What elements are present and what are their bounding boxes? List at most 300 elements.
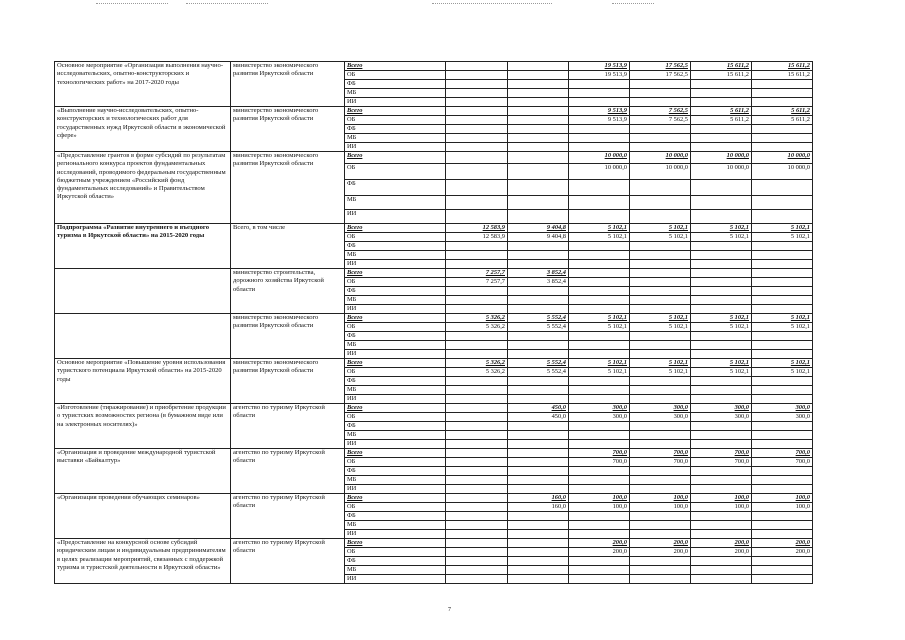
- table-row: [55, 152, 813, 164]
- amount-cell-year-5: [691, 98, 752, 107]
- amount-cell-year-4: [630, 196, 691, 210]
- measure-name-cell: Подпрограмма «Развитие внутреннего и въездного туризма в Иркутской области» на 2015-2020 годы: [55, 224, 231, 269]
- amount-cell-year-5: [691, 350, 752, 359]
- amount-cell-year-4: [630, 269, 691, 278]
- measure-name-cell: Основное мероприятие «Организация выполнения научно-исследовательских, опытно-конструкторских и технологических работ» на 2017-2020 годы: [55, 62, 231, 107]
- amount-cell-year-3: 5 102,1: [569, 224, 630, 233]
- executor-cell: министерство экономического развития Иркутской области: [231, 152, 345, 224]
- amount-cell-year-6: [752, 566, 813, 575]
- amount-cell-year-6: [752, 98, 813, 107]
- funding-source-cell: Всего: [345, 152, 446, 164]
- funding-source-cell: ИИ: [345, 210, 446, 224]
- amount-cell-year-2: [508, 143, 569, 152]
- amount-cell-year-1: [446, 210, 508, 224]
- amount-cell-year-6: [752, 350, 813, 359]
- scan-artifact-line: [186, 3, 268, 4]
- amount-cell-year-1: [446, 458, 508, 467]
- amount-cell-year-5: [691, 196, 752, 210]
- amount-cell-year-1: [446, 89, 508, 98]
- amount-cell-year-2: 3 852,4: [508, 269, 569, 278]
- amount-cell-year-1: [446, 431, 508, 440]
- executor-cell: министерство строительства, дорожного хозяйства Иркутской области: [231, 269, 345, 314]
- amount-cell-year-4: 5 102,1: [630, 314, 691, 323]
- amount-cell-year-6: [752, 431, 813, 440]
- amount-cell-year-1: [446, 152, 508, 164]
- amount-cell-year-5: 5 102,1: [691, 368, 752, 377]
- amount-cell-year-5: [691, 422, 752, 431]
- funding-source-cell: ФБ: [345, 557, 446, 566]
- amount-cell-year-1: [446, 557, 508, 566]
- amount-cell-year-2: [508, 431, 569, 440]
- amount-cell-year-1: 5 326,2: [446, 368, 508, 377]
- amount-cell-year-6: [752, 305, 813, 314]
- amount-cell-year-3: [569, 341, 630, 350]
- funding-source-cell: Всего: [345, 404, 446, 413]
- amount-cell-year-3: [569, 80, 630, 89]
- amount-cell-year-6: [752, 89, 813, 98]
- amount-cell-year-5: [691, 305, 752, 314]
- amount-cell-year-6: 200,0: [752, 539, 813, 548]
- amount-cell-year-6: [752, 395, 813, 404]
- table-row: [55, 359, 813, 368]
- amount-cell-year-2: [508, 341, 569, 350]
- amount-cell-year-5: 5 102,1: [691, 323, 752, 332]
- funding-source-cell: МБ: [345, 341, 446, 350]
- executor-cell: министерство экономического развития Иркутской области: [231, 359, 345, 404]
- amount-cell-year-2: [508, 422, 569, 431]
- amount-cell-year-3: [569, 386, 630, 395]
- executor-cell: агентство по туризму Иркутской области: [231, 449, 345, 494]
- funding-source-cell: ФБ: [345, 242, 446, 251]
- table-row: [55, 494, 813, 503]
- amount-cell-year-2: [508, 350, 569, 359]
- amount-cell-year-4: 10 000,0: [630, 152, 691, 164]
- amount-cell-year-4: 700,0: [630, 458, 691, 467]
- measure-name-cell-empty: [55, 314, 231, 359]
- amount-cell-year-4: 7 562,5: [630, 116, 691, 125]
- amount-cell-year-5: 100,0: [691, 503, 752, 512]
- amount-cell-year-3: 9 513,9: [569, 116, 630, 125]
- amount-cell-year-6: [752, 210, 813, 224]
- amount-cell-year-6: [752, 440, 813, 449]
- amount-cell-year-1: [446, 494, 508, 503]
- amount-cell-year-5: [691, 440, 752, 449]
- amount-cell-year-5: 15 611,2: [691, 71, 752, 80]
- amount-cell-year-5: [691, 575, 752, 584]
- funding-source-cell: ИИ: [345, 530, 446, 539]
- amount-cell-year-3: 5 102,1: [569, 314, 630, 323]
- funding-source-cell: МБ: [345, 251, 446, 260]
- funding-source-cell: ФБ: [345, 512, 446, 521]
- amount-cell-year-4: 10 000,0: [630, 164, 691, 180]
- amount-cell-year-6: 10 000,0: [752, 152, 813, 164]
- amount-cell-year-1: [446, 125, 508, 134]
- amount-cell-year-5: 5 102,1: [691, 233, 752, 242]
- table-row: [55, 539, 813, 548]
- amount-cell-year-5: 5 102,1: [691, 224, 752, 233]
- amount-cell-year-4: [630, 440, 691, 449]
- amount-cell-year-2: 5 552,4: [508, 323, 569, 332]
- amount-cell-year-6: [752, 143, 813, 152]
- amount-cell-year-5: 5 102,1: [691, 359, 752, 368]
- amount-cell-year-6: 5 611,2: [752, 116, 813, 125]
- funding-source-cell: ОБ: [345, 413, 446, 422]
- amount-cell-year-6: [752, 467, 813, 476]
- amount-cell-year-6: 10 000,0: [752, 164, 813, 180]
- amount-cell-year-5: [691, 251, 752, 260]
- amount-cell-year-1: [446, 548, 508, 557]
- amount-cell-year-1: [446, 116, 508, 125]
- amount-cell-year-6: [752, 296, 813, 305]
- amount-cell-year-4: 700,0: [630, 449, 691, 458]
- amount-cell-year-4: [630, 377, 691, 386]
- amount-cell-year-3: [569, 242, 630, 251]
- funding-source-cell: Всего: [345, 449, 446, 458]
- amount-cell-year-5: [691, 485, 752, 494]
- amount-cell-year-4: 7 562,5: [630, 107, 691, 116]
- amount-cell-year-1: [446, 440, 508, 449]
- amount-cell-year-5: [691, 287, 752, 296]
- amount-cell-year-5: [691, 377, 752, 386]
- funding-source-cell: Всего: [345, 107, 446, 116]
- amount-cell-year-1: [446, 512, 508, 521]
- amount-cell-year-5: 300,0: [691, 413, 752, 422]
- amount-cell-year-2: [508, 80, 569, 89]
- amount-cell-year-4: [630, 350, 691, 359]
- funding-source-cell: МБ: [345, 196, 446, 210]
- amount-cell-year-3: [569, 296, 630, 305]
- amount-cell-year-3: 5 102,1: [569, 233, 630, 242]
- funding-source-cell: ОБ: [345, 548, 446, 557]
- measure-name-cell: «Организация и проведение международной туристской выставки «Байкалтур»: [55, 449, 231, 494]
- table-row: [55, 449, 813, 458]
- funding-source-cell: МБ: [345, 386, 446, 395]
- amount-cell-year-1: 12 583,9: [446, 224, 508, 233]
- amount-cell-year-4: 200,0: [630, 548, 691, 557]
- amount-cell-year-6: [752, 476, 813, 485]
- amount-cell-year-4: [630, 485, 691, 494]
- amount-cell-year-2: [508, 125, 569, 134]
- amount-cell-year-6: 300,0: [752, 404, 813, 413]
- funding-source-cell: ИИ: [345, 350, 446, 359]
- amount-cell-year-3: [569, 440, 630, 449]
- amount-cell-year-5: [691, 512, 752, 521]
- funding-source-cell: ФБ: [345, 180, 446, 196]
- budget-table-body: [55, 62, 813, 584]
- amount-cell-year-4: [630, 260, 691, 269]
- amount-cell-year-6: [752, 512, 813, 521]
- amount-cell-year-3: 19 513,9: [569, 71, 630, 80]
- executor-cell: министерство экономического развития Иркутской области: [231, 107, 345, 152]
- funding-source-cell: ИИ: [345, 260, 446, 269]
- amount-cell-year-5: 5 102,1: [691, 314, 752, 323]
- amount-cell-year-4: 5 102,1: [630, 359, 691, 368]
- table-row: [55, 107, 813, 116]
- amount-cell-year-5: [691, 269, 752, 278]
- table-row: [55, 224, 813, 233]
- amount-cell-year-1: [446, 404, 508, 413]
- funding-source-cell: ОБ: [345, 116, 446, 125]
- funding-source-cell: ИИ: [345, 575, 446, 584]
- amount-cell-year-1: [446, 467, 508, 476]
- amount-cell-year-4: [630, 251, 691, 260]
- amount-cell-year-2: [508, 116, 569, 125]
- amount-cell-year-5: [691, 210, 752, 224]
- amount-cell-year-3: 200,0: [569, 539, 630, 548]
- page-number: 7: [448, 607, 451, 613]
- amount-cell-year-6: 5 102,1: [752, 359, 813, 368]
- amount-cell-year-3: [569, 332, 630, 341]
- funding-source-cell: МБ: [345, 476, 446, 485]
- amount-cell-year-2: [508, 134, 569, 143]
- amount-cell-year-4: [630, 431, 691, 440]
- table-row: [55, 269, 813, 278]
- amount-cell-year-3: 100,0: [569, 503, 630, 512]
- funding-source-cell: Всего: [345, 539, 446, 548]
- amount-cell-year-5: [691, 431, 752, 440]
- funding-source-cell: МБ: [345, 89, 446, 98]
- funding-source-cell: ОБ: [345, 278, 446, 287]
- amount-cell-year-1: [446, 80, 508, 89]
- amount-cell-year-2: [508, 449, 569, 458]
- funding-source-cell: Всего: [345, 224, 446, 233]
- amount-cell-year-6: [752, 196, 813, 210]
- funding-source-cell: ИИ: [345, 440, 446, 449]
- amount-cell-year-3: [569, 180, 630, 196]
- amount-cell-year-3: 5 102,1: [569, 368, 630, 377]
- amount-cell-year-3: 100,0: [569, 494, 630, 503]
- funding-source-cell: ОБ: [345, 368, 446, 377]
- amount-cell-year-5: [691, 341, 752, 350]
- amount-cell-year-3: [569, 260, 630, 269]
- amount-cell-year-2: 9 404,8: [508, 224, 569, 233]
- amount-cell-year-4: [630, 530, 691, 539]
- amount-cell-year-2: [508, 548, 569, 557]
- amount-cell-year-1: [446, 196, 508, 210]
- amount-cell-year-2: [508, 98, 569, 107]
- amount-cell-year-1: [446, 377, 508, 386]
- amount-cell-year-3: [569, 566, 630, 575]
- amount-cell-year-6: [752, 260, 813, 269]
- funding-source-cell: МБ: [345, 296, 446, 305]
- amount-cell-year-6: 5 611,2: [752, 107, 813, 116]
- amount-cell-year-5: [691, 125, 752, 134]
- amount-cell-year-3: 10 000,0: [569, 164, 630, 180]
- amount-cell-year-6: 700,0: [752, 449, 813, 458]
- measure-name-cell: «Организация проведения обучающих семинаров»: [55, 494, 231, 539]
- amount-cell-year-3: [569, 134, 630, 143]
- amount-cell-year-4: [630, 242, 691, 251]
- amount-cell-year-5: [691, 530, 752, 539]
- amount-cell-year-6: [752, 251, 813, 260]
- amount-cell-year-2: 5 552,4: [508, 314, 569, 323]
- amount-cell-year-5: [691, 386, 752, 395]
- amount-cell-year-2: [508, 332, 569, 341]
- amount-cell-year-1: [446, 287, 508, 296]
- amount-cell-year-6: 300,0: [752, 413, 813, 422]
- amount-cell-year-3: 700,0: [569, 449, 630, 458]
- table-row: [55, 314, 813, 323]
- amount-cell-year-2: [508, 260, 569, 269]
- measure-name-cell: «Изготовление (тиражирование) и приобретение продукции о туристских возможностях региона (в бумажном виде или на электронных носителях)»: [55, 404, 231, 449]
- amount-cell-year-6: [752, 422, 813, 431]
- amount-cell-year-6: [752, 530, 813, 539]
- amount-cell-year-3: [569, 251, 630, 260]
- amount-cell-year-4: 200,0: [630, 539, 691, 548]
- amount-cell-year-1: [446, 422, 508, 431]
- amount-cell-year-1: [446, 305, 508, 314]
- amount-cell-year-4: 5 102,1: [630, 323, 691, 332]
- amount-cell-year-2: 5 552,4: [508, 359, 569, 368]
- amount-cell-year-3: 19 513,9: [569, 62, 630, 71]
- amount-cell-year-2: 3 852,4: [508, 278, 569, 287]
- amount-cell-year-2: 450,0: [508, 413, 569, 422]
- executor-cell: агентство по туризму Иркутской области: [231, 539, 345, 584]
- amount-cell-year-2: [508, 152, 569, 164]
- amount-cell-year-5: [691, 296, 752, 305]
- amount-cell-year-2: 160,0: [508, 503, 569, 512]
- funding-source-cell: Всего: [345, 62, 446, 71]
- executor-cell: Всего, в том числе: [231, 224, 345, 269]
- amount-cell-year-4: 5 102,1: [630, 368, 691, 377]
- amount-cell-year-3: [569, 350, 630, 359]
- amount-cell-year-3: [569, 143, 630, 152]
- amount-cell-year-6: [752, 287, 813, 296]
- amount-cell-year-3: 200,0: [569, 548, 630, 557]
- amount-cell-year-2: [508, 296, 569, 305]
- amount-cell-year-6: 5 102,1: [752, 368, 813, 377]
- amount-cell-year-3: [569, 467, 630, 476]
- funding-source-cell: ФБ: [345, 125, 446, 134]
- amount-cell-year-4: [630, 278, 691, 287]
- scan-artifact-line: [432, 3, 552, 4]
- amount-cell-year-3: 10 000,0: [569, 152, 630, 164]
- amount-cell-year-6: 5 102,1: [752, 233, 813, 242]
- amount-cell-year-3: 300,0: [569, 404, 630, 413]
- amount-cell-year-2: [508, 530, 569, 539]
- amount-cell-year-5: [691, 89, 752, 98]
- funding-source-cell: Всего: [345, 269, 446, 278]
- amount-cell-year-2: [508, 386, 569, 395]
- amount-cell-year-3: [569, 278, 630, 287]
- amount-cell-year-4: [630, 80, 691, 89]
- amount-cell-year-3: [569, 287, 630, 296]
- amount-cell-year-2: [508, 440, 569, 449]
- funding-source-cell: Всего: [345, 314, 446, 323]
- funding-source-cell: ИИ: [345, 143, 446, 152]
- amount-cell-year-1: [446, 485, 508, 494]
- amount-cell-year-2: 5 552,4: [508, 368, 569, 377]
- funding-source-cell: ОБ: [345, 71, 446, 80]
- funding-source-cell: ФБ: [345, 332, 446, 341]
- funding-source-cell: ИИ: [345, 98, 446, 107]
- amount-cell-year-5: 300,0: [691, 404, 752, 413]
- amount-cell-year-1: [446, 134, 508, 143]
- amount-cell-year-4: 300,0: [630, 413, 691, 422]
- amount-cell-year-2: [508, 305, 569, 314]
- amount-cell-year-2: [508, 62, 569, 71]
- amount-cell-year-6: 200,0: [752, 548, 813, 557]
- amount-cell-year-1: [446, 521, 508, 530]
- funding-source-cell: ФБ: [345, 377, 446, 386]
- funding-source-cell: Всего: [345, 494, 446, 503]
- amount-cell-year-1: [446, 62, 508, 71]
- amount-cell-year-5: [691, 134, 752, 143]
- funding-source-cell: ФБ: [345, 80, 446, 89]
- amount-cell-year-3: [569, 485, 630, 494]
- funding-source-cell: ИИ: [345, 305, 446, 314]
- amount-cell-year-6: [752, 125, 813, 134]
- amount-cell-year-1: [446, 575, 508, 584]
- amount-cell-year-3: [569, 125, 630, 134]
- amount-cell-year-3: 700,0: [569, 458, 630, 467]
- amount-cell-year-4: [630, 422, 691, 431]
- amount-cell-year-2: [508, 485, 569, 494]
- amount-cell-year-2: [508, 71, 569, 80]
- amount-cell-year-1: [446, 296, 508, 305]
- amount-cell-year-3: [569, 377, 630, 386]
- amount-cell-year-6: [752, 332, 813, 341]
- amount-cell-year-6: [752, 485, 813, 494]
- amount-cell-year-3: 5 102,1: [569, 323, 630, 332]
- amount-cell-year-4: [630, 476, 691, 485]
- amount-cell-year-5: 10 000,0: [691, 152, 752, 164]
- amount-cell-year-5: 700,0: [691, 458, 752, 467]
- measure-name-cell: «Предоставление на конкурсной основе субсидий юридическим лицам и индивидуальным предпринимателям в целях реализации мероприятий, связанных с поддержкой туризма и туристской деятельности в Иркутской области»: [55, 539, 231, 584]
- amount-cell-year-1: [446, 449, 508, 458]
- measure-name-cell: «Выполнение научно-исследовательских, опытно-конструкторских и технологических работ для государственных нужд Иркутской области в экономической сфере»: [55, 107, 231, 152]
- amount-cell-year-4: [630, 575, 691, 584]
- amount-cell-year-1: [446, 107, 508, 116]
- amount-cell-year-2: [508, 287, 569, 296]
- amount-cell-year-3: 9 513,9: [569, 107, 630, 116]
- amount-cell-year-6: [752, 341, 813, 350]
- amount-cell-year-1: [446, 71, 508, 80]
- amount-cell-year-5: [691, 260, 752, 269]
- amount-cell-year-4: [630, 566, 691, 575]
- amount-cell-year-1: [446, 341, 508, 350]
- amount-cell-year-6: [752, 377, 813, 386]
- amount-cell-year-5: 5 611,2: [691, 116, 752, 125]
- amount-cell-year-2: [508, 210, 569, 224]
- amount-cell-year-1: [446, 251, 508, 260]
- budget-table: [54, 61, 813, 584]
- amount-cell-year-4: [630, 210, 691, 224]
- amount-cell-year-6: 5 102,1: [752, 314, 813, 323]
- amount-cell-year-2: [508, 539, 569, 548]
- amount-cell-year-6: 5 102,1: [752, 323, 813, 332]
- amount-cell-year-3: [569, 431, 630, 440]
- amount-cell-year-2: [508, 467, 569, 476]
- amount-cell-year-3: [569, 196, 630, 210]
- measure-name-cell-empty: [55, 269, 231, 314]
- amount-cell-year-3: 5 102,1: [569, 359, 630, 368]
- amount-cell-year-5: 200,0: [691, 539, 752, 548]
- amount-cell-year-5: [691, 521, 752, 530]
- amount-cell-year-2: [508, 251, 569, 260]
- funding-source-cell: ФБ: [345, 467, 446, 476]
- amount-cell-year-5: 5 611,2: [691, 107, 752, 116]
- amount-cell-year-2: [508, 107, 569, 116]
- amount-cell-year-1: [446, 539, 508, 548]
- amount-cell-year-3: [569, 395, 630, 404]
- amount-cell-year-4: [630, 512, 691, 521]
- funding-source-cell: Всего: [345, 359, 446, 368]
- table-row: [55, 62, 813, 71]
- amount-cell-year-1: 5 326,2: [446, 359, 508, 368]
- amount-cell-year-1: [446, 164, 508, 180]
- amount-cell-year-4: [630, 89, 691, 98]
